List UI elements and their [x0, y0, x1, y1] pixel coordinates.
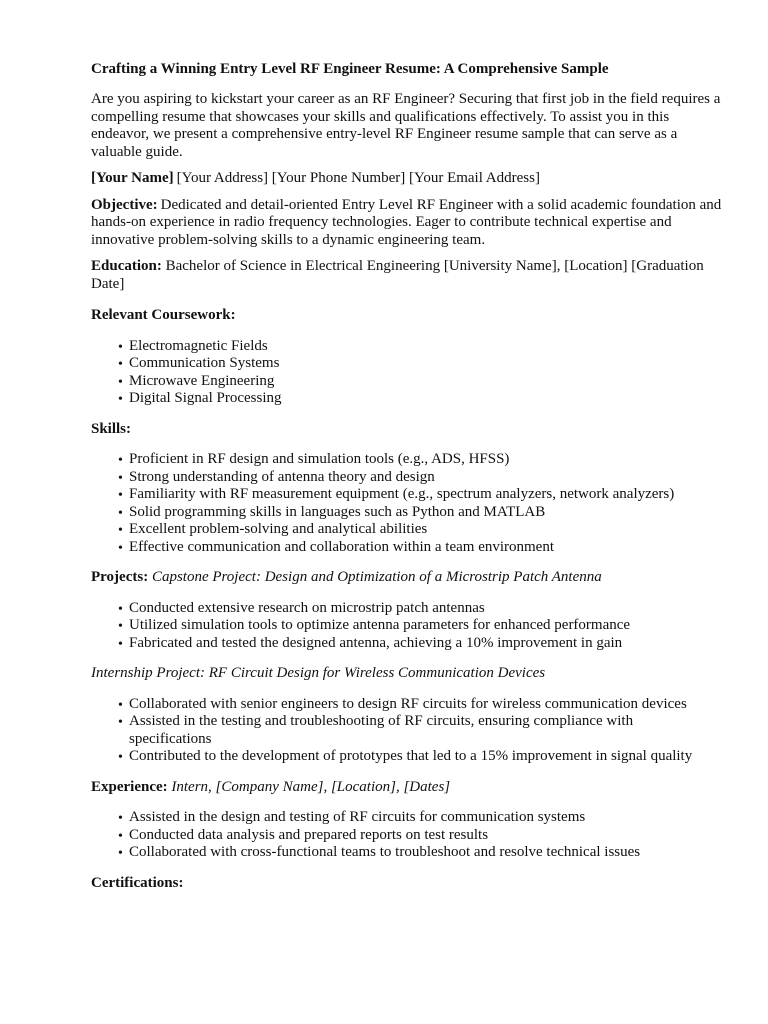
education-label: Education: [91, 258, 162, 274]
experience-label: Experience: [91, 778, 168, 795]
list-item: • Fabricated and tested the designed antenna, achieving a 10% improvement in gain [118, 635, 728, 653]
skills-heading: Skills: [91, 420, 132, 437]
list-item: • Familiarity with RF measurement equipment (e.g., spectrum analyzers, network analyzers) [118, 486, 728, 504]
list-item: • Collaborated with cross-functional teams to troubleshoot and resolve technical issues [118, 844, 728, 862]
project1-title: Capstone Project: Design and Optimization of a Microstrip Patch Antenna [151, 569, 602, 585]
name-label: [Your Name] [91, 170, 174, 186]
list-item: • Collaborated with senior engineers to design RF circuits for wireless communication devices [118, 696, 728, 714]
list-item: • Conducted data analysis and prepared reports on test results [118, 827, 728, 845]
education-text: Bachelor of Science in Electrical Engineering [University Name], [Location] [Graduation Date] [91, 258, 704, 292]
list-item: • Utilized simulation tools to optimize antenna parameters for enhanced performance [118, 617, 728, 635]
list-item: • Proficient in RF design and simulation tools (e.g., ADS, HFSS) [118, 451, 728, 469]
projects-label: Projects: [91, 569, 149, 585]
list-item: • Strong understanding of antenna theory and design [118, 469, 728, 487]
certifications-heading: Certifications: [91, 874, 184, 891]
objective-section [91, 197, 728, 250]
project1-list [91, 600, 728, 653]
list-item: • Communication Systems [118, 355, 728, 373]
coursework-list [91, 338, 728, 408]
projects-section [91, 569, 728, 587]
coursework-heading: Relevant Coursework: [91, 307, 236, 323]
experience-list [91, 809, 728, 862]
objective-label: Objective: [91, 196, 158, 213]
list-item: • Microwave Engineering [118, 373, 728, 391]
list-item: • Effective communication and collaboration within a team environment [118, 539, 728, 557]
project2-title: Internship Project: RF Circuit Design for Wireless Communication Devices [91, 665, 546, 681]
education-section [91, 258, 728, 293]
list-item: • Assisted in the testing and troubleshooting of RF circuits, ensuring compliance with specifications [118, 713, 728, 748]
objective-text: Dedicated and detail-oriented Entry Level RF Engineer with a solid academic foundation and hands-on experience in radio frequency technologies. Eager to contribute technical expertise and innovative problem-solving skills to a dynamic engineering team. [91, 196, 722, 248]
list-item: • Digital Signal Processing [118, 390, 728, 408]
list-item: • Solid programming skills in languages such as Python and MATLAB [118, 504, 728, 522]
contact-details: [Your Address] [Your Phone Number] [Your Email Address] [176, 170, 540, 186]
skills-list [91, 451, 728, 556]
project2-list [91, 696, 728, 766]
intro-paragraph: Are you aspiring to kickstart your career as an RF Engineer? Securing that first job in the field requires a compelling resume that showcases your skills and qualifications effectively. To assist you in this endeavor, we present a comprehensive entry-level RF Engineer resume sample that can serve as a valuable guide. [91, 91, 721, 160]
list-item: • Electromagnetic Fields [118, 338, 728, 356]
list-item: • Contributed to the development of prototypes that led to a 15% improvement in signal quality [118, 748, 728, 766]
list-item: • Assisted in the design and testing of RF circuits for communication systems [118, 809, 728, 827]
experience-section [91, 779, 728, 797]
list-item: • Excellent problem-solving and analytical abilities [118, 521, 728, 539]
contact-line [91, 170, 728, 188]
experience-text: Intern, [Company Name], [Location], [Dates] [171, 778, 451, 795]
document-title: Crafting a Winning Entry Level RF Engineer Resume: A Comprehensive Sample [91, 61, 609, 77]
list-item: • Conducted extensive research on microstrip patch antennas [118, 600, 728, 618]
